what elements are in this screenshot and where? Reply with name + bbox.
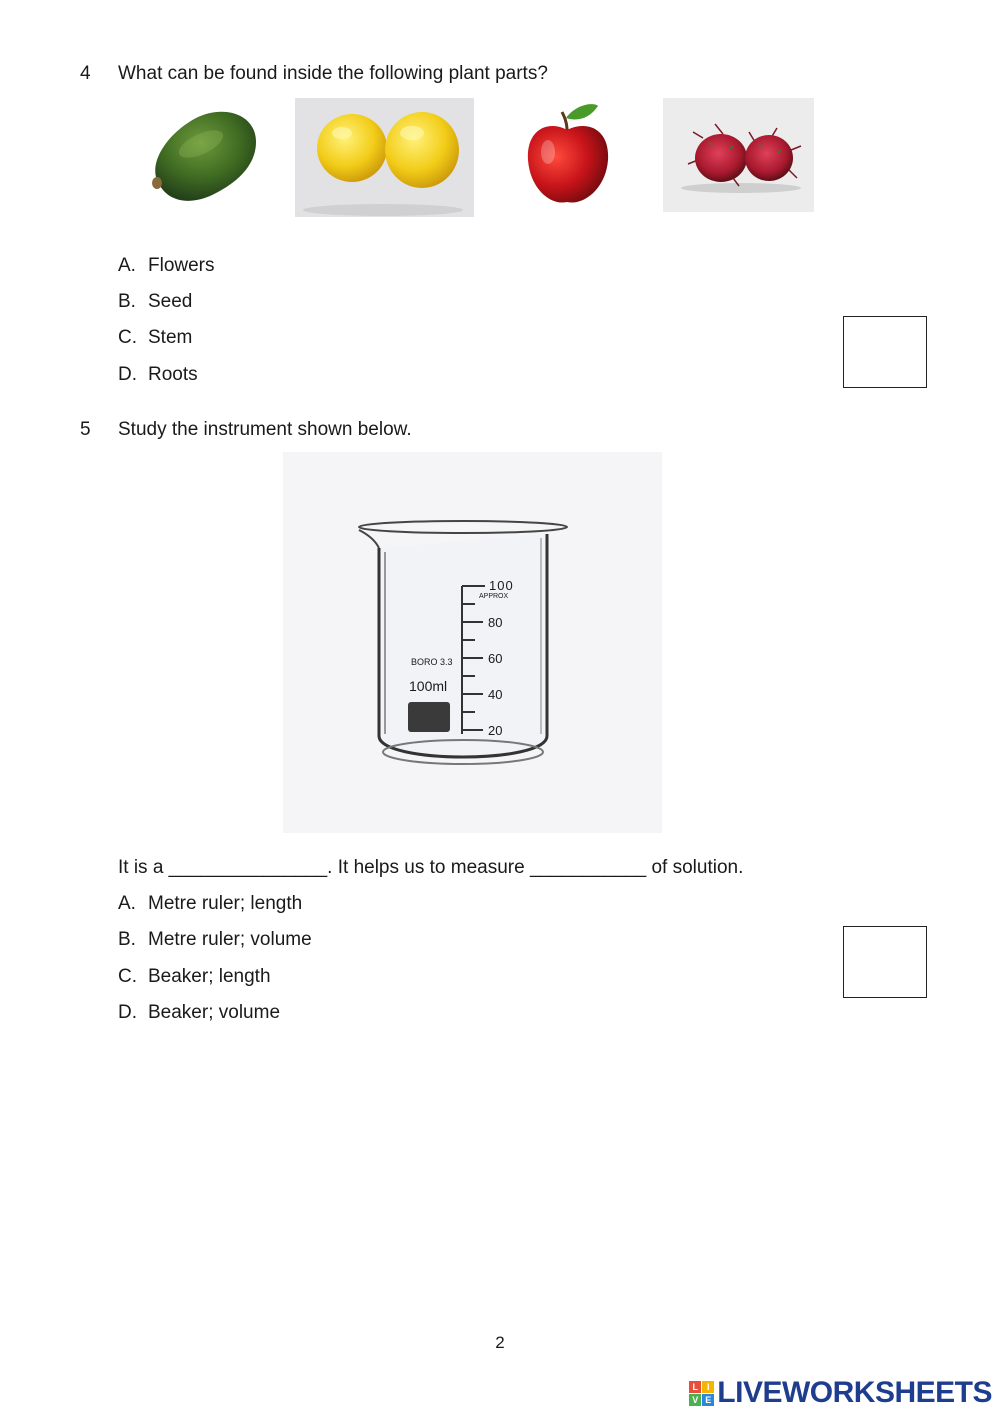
badge-cell: L (689, 1381, 701, 1393)
option-letter: D. (118, 364, 137, 385)
option-letter: A. (118, 893, 136, 914)
avocado-image (146, 104, 260, 208)
question-4-number: 4 (80, 63, 91, 84)
scale-label-20: 20 (488, 723, 503, 738)
q4-answer-box[interactable] (843, 316, 927, 388)
badge-cell: I (702, 1381, 714, 1393)
q4-option-c[interactable] (118, 327, 192, 349)
logo-text: LIVEWORKSHEETS (717, 1376, 992, 1409)
scale-label-100: 100 (489, 578, 514, 593)
option-text: Stem (148, 327, 193, 348)
lemons-image (295, 98, 474, 217)
page-number: 2 (495, 1333, 505, 1352)
option-letter: A. (118, 255, 136, 276)
scale-label-80: 80 (488, 615, 503, 630)
q5-answer-box[interactable] (843, 926, 927, 998)
liveworksheets-logo[interactable] (689, 1376, 992, 1410)
q5-option-b[interactable] (118, 929, 312, 951)
apple-image (520, 100, 614, 210)
option-text: Metre ruler; length (148, 893, 303, 914)
scale-label-40: 40 (488, 687, 503, 702)
badge-cell: E (702, 1394, 714, 1406)
question-5-prompt: Study the instrument shown below. (118, 419, 412, 440)
scale-label-60: 60 (488, 651, 503, 666)
option-letter: C. (118, 327, 137, 348)
fill-in-sentence: It is a _______________. It helps us to measure ___________ of solution. (118, 857, 744, 878)
option-text: Metre ruler; volume (148, 929, 312, 950)
q4-option-b[interactable] (118, 291, 192, 313)
approx-label: APPROX (479, 593, 509, 600)
option-letter: B. (118, 929, 136, 950)
logo-badge-icon (689, 1381, 714, 1406)
option-text: Beaker; length (148, 966, 271, 987)
option-letter: D. (118, 1002, 137, 1023)
q5-option-a[interactable] (118, 893, 302, 915)
q5-option-d[interactable] (118, 1002, 280, 1024)
option-text: Beaker; volume (148, 1002, 281, 1023)
rambutans-image (663, 98, 814, 212)
option-letter: C. (118, 966, 137, 987)
capacity-label: 100ml (409, 678, 448, 694)
q4-option-a[interactable] (118, 255, 215, 277)
q4-option-d[interactable] (118, 364, 198, 386)
option-text: Roots (148, 364, 198, 385)
q5-option-c[interactable] (118, 966, 271, 988)
option-letter: B. (118, 291, 136, 312)
beaker-image (283, 452, 662, 833)
brand-label: BORO 3.3 (411, 657, 453, 667)
option-text: Flowers (148, 255, 215, 276)
option-text: Seed (148, 291, 193, 312)
question-5-number: 5 (80, 419, 91, 440)
badge-cell: V (689, 1394, 701, 1406)
question-4-prompt: What can be found inside the following plant parts? (118, 63, 548, 84)
